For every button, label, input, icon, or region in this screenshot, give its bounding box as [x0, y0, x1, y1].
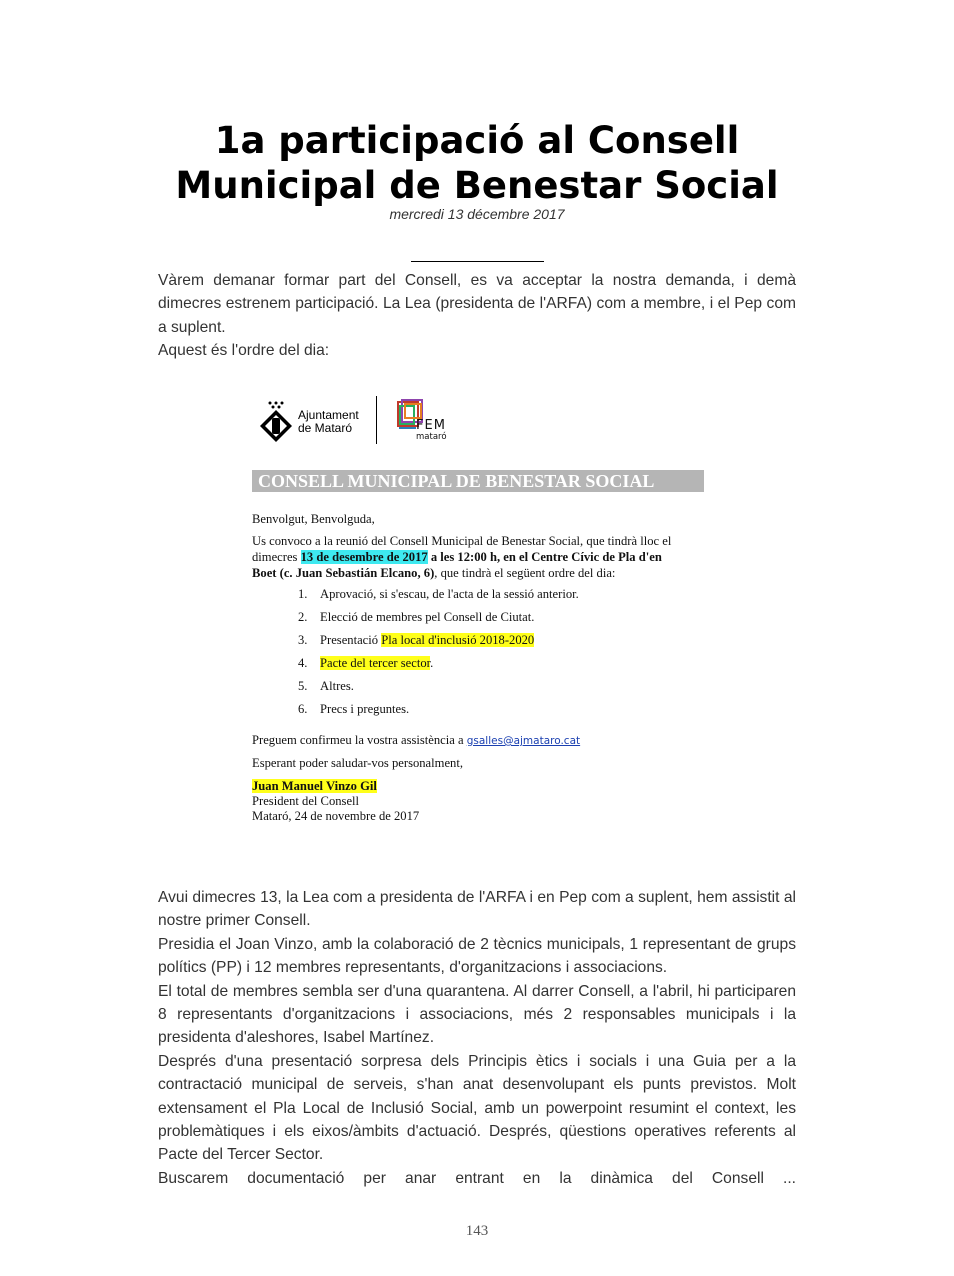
email-link[interactable]: gsalles@ajmataro.cat [466, 735, 581, 747]
item-text: Precs i preguntes. [320, 702, 410, 716]
paragraph: Aquest és l'ordre del dia: [158, 342, 330, 360]
letter-banner: CONSELL MUNICIPAL DE BENESTAR SOCIAL [252, 470, 704, 492]
greeting: Benvolgut, Benvolguda, [252, 512, 375, 526]
item-highlight: Pla local d'inclusió 2018-2020 [381, 633, 535, 647]
title-line-2: Municipal de Benestar Social [175, 164, 779, 207]
letter-line [252, 565, 615, 581]
item-number: 4. [298, 656, 308, 670]
text: Preguem confirmeu la vostra assistència a [252, 733, 467, 747]
item-highlight: Pacte del tercer sector [320, 656, 431, 670]
page-title [0, 118, 954, 208]
text: Juan Manuel Vinzo Gil [252, 779, 377, 793]
intro-text [158, 269, 796, 363]
item-number: 2. [298, 610, 308, 624]
text: Boet (c. Juan Sebastián Elcano, 6) [252, 566, 435, 580]
item-text: Aprovació, si s'escau, de l'acta de la sessió anterior. [320, 587, 579, 601]
logos [258, 396, 558, 450]
agenda-item [298, 678, 579, 701]
item-text: . [430, 656, 434, 670]
page-number: 143 [465, 1223, 489, 1239]
paragraph: El total de membres sembla ser d'una quarantena. Al darrer Consell, a l'abril, hi participaren 8 representants d'organitzacions i associacions, més 2 responsables municipals i la presidenta d'aleshores, Isabel Martínez. [158, 982, 796, 1047]
agenda-letter-image [250, 390, 706, 830]
agenda-item [298, 609, 579, 632]
paragraph: Avui dimecres 13, la Lea com a presidenta de l'ARFA i en Pep com a suplent, hem assistit al nostre primer Consell. [158, 889, 796, 930]
letter-line [252, 732, 580, 749]
ajuntament-logo [258, 400, 359, 444]
agenda-item [298, 586, 579, 609]
text: a les 12:00 h, en el Centre Cívic de Pla d'en [427, 550, 662, 564]
item-number: 5. [298, 679, 308, 693]
letter-line: Us convoco a la reunió del Consell Municipal de Benestar Social, que tindrà lloc el [252, 534, 672, 548]
agenda-item [298, 655, 579, 678]
paragraph: Presidia el Joan Vinzo, amb la colaboració de 2 tècnics municipals, 1 representant de grups polítics (PP) i 12 membres representants, d'organitzacions i associacions. [158, 935, 796, 977]
agenda-list [298, 586, 579, 724]
logo-subtext: mataró [416, 432, 447, 442]
paragraph: Vàrem demanar formar part del Consell, es va acceptar la nostra demanda, i demà dimecres estrenem participació. La Lea (presidenta de l'ARFA) com a membre, i el Pep com a suplent. [158, 272, 796, 336]
item-text: Presentació [320, 633, 382, 647]
paragraph: Buscarem documentació per anar entrant en la dinàmica del Consell ... [158, 1169, 796, 1187]
letter-place-date: Mataró, 24 de novembre de 2017 [252, 809, 420, 823]
signer-role: President del Consell [252, 794, 360, 808]
logo-text: de Mataró [298, 421, 353, 435]
post-date: mercredi 13 décembre 2017 [389, 206, 565, 222]
letter-line: Esperant poder saludar-vos personalment, [252, 756, 463, 770]
logo-separator [376, 396, 377, 444]
agenda-item [298, 701, 579, 724]
title-line-1: 1a participació al Consell [214, 119, 740, 162]
signer-name [252, 778, 377, 794]
divider [411, 261, 544, 262]
item-number: 3. [298, 633, 308, 647]
item-number: 1. [298, 587, 308, 601]
item-number: 6. [298, 702, 308, 716]
coat-of-arms-icon [258, 400, 294, 444]
highlighted-date: 13 de desembre de 2017 [300, 550, 428, 564]
item-text: Altres. [320, 679, 354, 693]
fem-mataro-logo [396, 398, 447, 442]
report-text [158, 886, 796, 1190]
paragraph: Després d'una presentació sorpresa dels Principis ètics i socials i una Guia per a la contractació municipal de serveis, s'han anat desenvolupant els punts previstos. Molt extensament el Pla Local de Inclusió Social, amb un powerpoint resumint el context, les problemàtiques i els eixos/àmbits d'actuació. Després, qüestions operatives referents al Pacte del Tercer Sector. [158, 1052, 796, 1164]
logo-text: FEM [416, 418, 446, 433]
item-text: Elecció de membres pel Consell de Ciutat. [320, 610, 535, 624]
text: , que tindrà el següent ordre del dia: [434, 566, 616, 580]
logo-text: Ajuntament [298, 408, 359, 422]
letter-line [252, 549, 662, 565]
agenda-item [298, 632, 579, 655]
text: dimecres [252, 550, 301, 564]
